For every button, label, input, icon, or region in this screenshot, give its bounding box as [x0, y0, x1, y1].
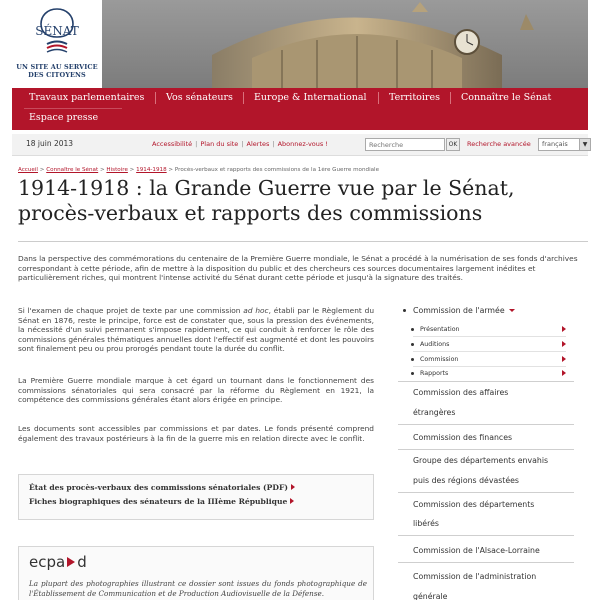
ecpad-arrow-icon	[67, 557, 75, 567]
tagline-line-1: UN SITE AU SERVICE	[16, 63, 98, 71]
sidebar-item-label-line-2: puis des régions dévastées	[413, 476, 519, 485]
para1-text-before: Si l'examen de chaque projet de texte par une commission	[18, 306, 244, 315]
sidebar-subitem-auditions[interactable]	[413, 338, 566, 351]
link-fiches-biographiques[interactable]	[29, 495, 363, 509]
sidebar-item-label-text: Commission de l'armée	[413, 306, 505, 315]
language-select-value: français	[542, 140, 568, 148]
sidebar-item-departements-liberes[interactable]	[398, 494, 574, 536]
utility-bar	[12, 134, 588, 156]
sidebar-item-label	[413, 302, 515, 320]
link-separator: |	[272, 140, 275, 148]
breadcrumb-histoire[interactable]: Histoire	[106, 167, 128, 173]
current-date: 18 juin 2013	[26, 139, 74, 148]
sidebar-item-label: Groupe des départements envahis	[413, 456, 549, 465]
sidebar-item-label: Commission des affaires	[413, 388, 509, 397]
page-title-line-2: procès-verbaux et rapports des commissions	[18, 201, 483, 225]
link-etat-proces-verbaux-label: État des procès-verbaux des commissions sénatoriales (PDF)	[29, 483, 288, 492]
subitem-divider	[413, 336, 566, 337]
nav-item-espace-presse[interactable]: Espace presse	[29, 112, 99, 123]
link-separator: |	[195, 140, 198, 148]
nav-item-europe-international[interactable]: Europe & International	[254, 92, 367, 103]
documents-links-box	[18, 474, 374, 520]
ecpad-credit-text: La plupart des photographies illustrant ce dossier sont issues du fonds photographique de l'Établissement de Communication et de Production Audiovisuelle de la Défense.	[29, 579, 367, 598]
sidebar-item-departements-envahis[interactable]	[398, 451, 574, 493]
link-fiches-biographiques-label: Fiches biographiques des sénateurs de la IIIème République	[29, 497, 288, 506]
nav-item-vos-senateurs[interactable]: Vos sénateurs	[166, 92, 233, 103]
nav-divider	[243, 92, 244, 104]
chevron-down-icon	[509, 309, 515, 312]
nav-item-travaux-parlementaires[interactable]: Travaux parlementaires	[29, 92, 145, 103]
bullet-icon	[411, 358, 414, 361]
body-paragraph-1	[18, 306, 374, 354]
search-ok-button[interactable]: OK	[446, 138, 460, 151]
site-map-link[interactable]: Plan du site	[200, 140, 239, 148]
search-input[interactable]	[365, 138, 445, 151]
alerts-link[interactable]: Alertes	[246, 140, 270, 148]
sidebar-subitem-label: Commission	[420, 356, 459, 363]
sidebar-item-label-line-2: libérés	[413, 519, 439, 528]
body-paragraph-3: Les documents sont accessibles par commissions et par dates. Le fonds présenté comprend également des travaux postérieurs à la fin de la guerre mis en relation directe avec le conflit.	[18, 424, 374, 443]
ecpad-logo-text: ecpa	[29, 553, 66, 571]
sidebar-item-affaires-etrangeres[interactable]	[398, 383, 574, 425]
advanced-search-link[interactable]: Recherche avancée	[467, 140, 531, 148]
sidebar-item-alsace-lorraine[interactable]	[398, 537, 574, 563]
sidebar-item-label-line-2: étrangères	[413, 408, 456, 417]
ecpad-logo[interactable]	[29, 553, 87, 571]
bullet-icon	[411, 372, 414, 375]
nav-divider	[155, 92, 156, 104]
arrow-right-icon	[562, 326, 566, 332]
arrow-right-icon	[562, 341, 566, 347]
accessibility-link[interactable]: Accessibilité	[152, 140, 193, 148]
ecpad-credit-box	[18, 546, 374, 600]
title-divider	[18, 241, 588, 242]
language-select[interactable]	[538, 138, 591, 151]
sidebar-item-administration-generale[interactable]	[398, 564, 574, 600]
intro-paragraph: Dans la perspective des commémorations du centenaire de la Première Guerre mondiale, le Sénat a procédé à la numérisation de ses fonds d'archives correspondant à cette période, afin de mettre à la disposition du public et des chercheurs ces sources documentaires largement inédites et particulièrement riches, qui montrent l'intense activité du Sénat durant cette période et jusqu'à la signature des traités.	[18, 254, 578, 283]
nav-item-connaitre-le-senat[interactable]: Connaître le Sénat	[461, 92, 552, 103]
subscribe-link[interactable]: Abonnez-vous !	[277, 140, 328, 148]
arrow-right-icon	[562, 356, 566, 362]
logo-wordmark: SÉNAT	[35, 24, 79, 38]
page-title	[18, 176, 588, 226]
nav-divider	[378, 92, 379, 104]
bullet-icon	[411, 328, 414, 331]
main-navigation	[12, 88, 588, 130]
chevron-down-icon[interactable]: ▼	[579, 139, 590, 150]
sidebar-item-commission-finances[interactable]	[398, 426, 574, 450]
bullet-icon	[411, 343, 414, 346]
senate-dome-photo	[102, 0, 588, 88]
page-title-line-1: 1914-1918 : la Grande Guerre vue par le Sénat,	[18, 176, 515, 200]
body-paragraph-2: La Première Guerre mondiale marque à cet égard un tournant dans le fonctionnement des commissions sénatoriales qui sera consacré par la réforme du Règlement en 1921, la compétence des commissions générales étant alors érigée en principe.	[18, 376, 374, 405]
sidebar-subitem-rapports[interactable]	[413, 367, 566, 380]
sidebar-item-label-line-2: générale	[413, 592, 448, 600]
tagline-line-2: DES CITOYENS	[28, 71, 86, 79]
breadcrumb: Accueil > Connaître le Sénat > Histoire > 1914-1918 > Procès-verbaux et rapports des commissions de la 1ère Guerre mondiale	[18, 167, 380, 173]
link-separator: |	[241, 140, 244, 148]
para1-text-after: , établi par le Règlement du Sénat en 1876, reste le principe, force est de constater que, sous la pression des événements, la nécessité d'un suivi permanent s'impose rapidement, ce qui conduit à renforcer le rôle des commissions générales thématiques annuelles dont l'effectif est augmenté et dont les pouvoirs sont finalement peu ou prou prorogés pendant toute la durée du conflit.	[18, 306, 375, 354]
breadcrumb-connaitre-le-senat[interactable]: Connaître le Sénat	[46, 167, 99, 173]
utility-links	[152, 140, 328, 148]
para1-italic-ad-hoc: ad hoc	[243, 306, 269, 315]
arrow-right-icon	[562, 370, 566, 376]
sidebar-subitem-label: Rapports	[420, 370, 449, 377]
subitem-divider	[413, 351, 566, 352]
senat-logo[interactable]	[12, 0, 102, 88]
sidebar-subitem-commission[interactable]	[413, 353, 566, 366]
nav-row-divider	[24, 108, 122, 109]
sidebar-item-label: Commission de l'Alsace-Lorraine	[413, 546, 540, 555]
sidebar-item-label: Commission de l'administration	[413, 572, 537, 581]
sidebar-item-label: Commission des départements	[413, 500, 535, 509]
breadcrumb-1914-1918[interactable]: 1914-1918	[136, 167, 167, 173]
sidebar-item-label: Commission des finances	[413, 433, 513, 442]
arrow-right-icon	[290, 498, 294, 504]
bullet-icon	[403, 309, 406, 312]
arrow-right-icon	[291, 484, 295, 490]
sidebar-subitem-presentation[interactable]	[413, 323, 566, 336]
ecpad-logo-text-end: d	[77, 553, 87, 571]
sidebar-subitem-label: Auditions	[420, 341, 450, 348]
logo-tagline	[16, 63, 98, 79]
nav-item-territoires[interactable]: Territoires	[389, 92, 440, 103]
breadcrumb-current: Procès-verbaux et rapports des commissions de la 1ère Guerre mondiale	[174, 167, 380, 173]
nav-divider	[450, 92, 451, 104]
link-etat-proces-verbaux[interactable]	[29, 481, 363, 495]
sidebar-item-commission-armee[interactable]	[398, 300, 574, 382]
sidebar-subitem-label: Présentation	[420, 326, 460, 333]
breadcrumb-accueil[interactable]: Accueil	[18, 167, 38, 173]
site-header	[12, 0, 588, 88]
